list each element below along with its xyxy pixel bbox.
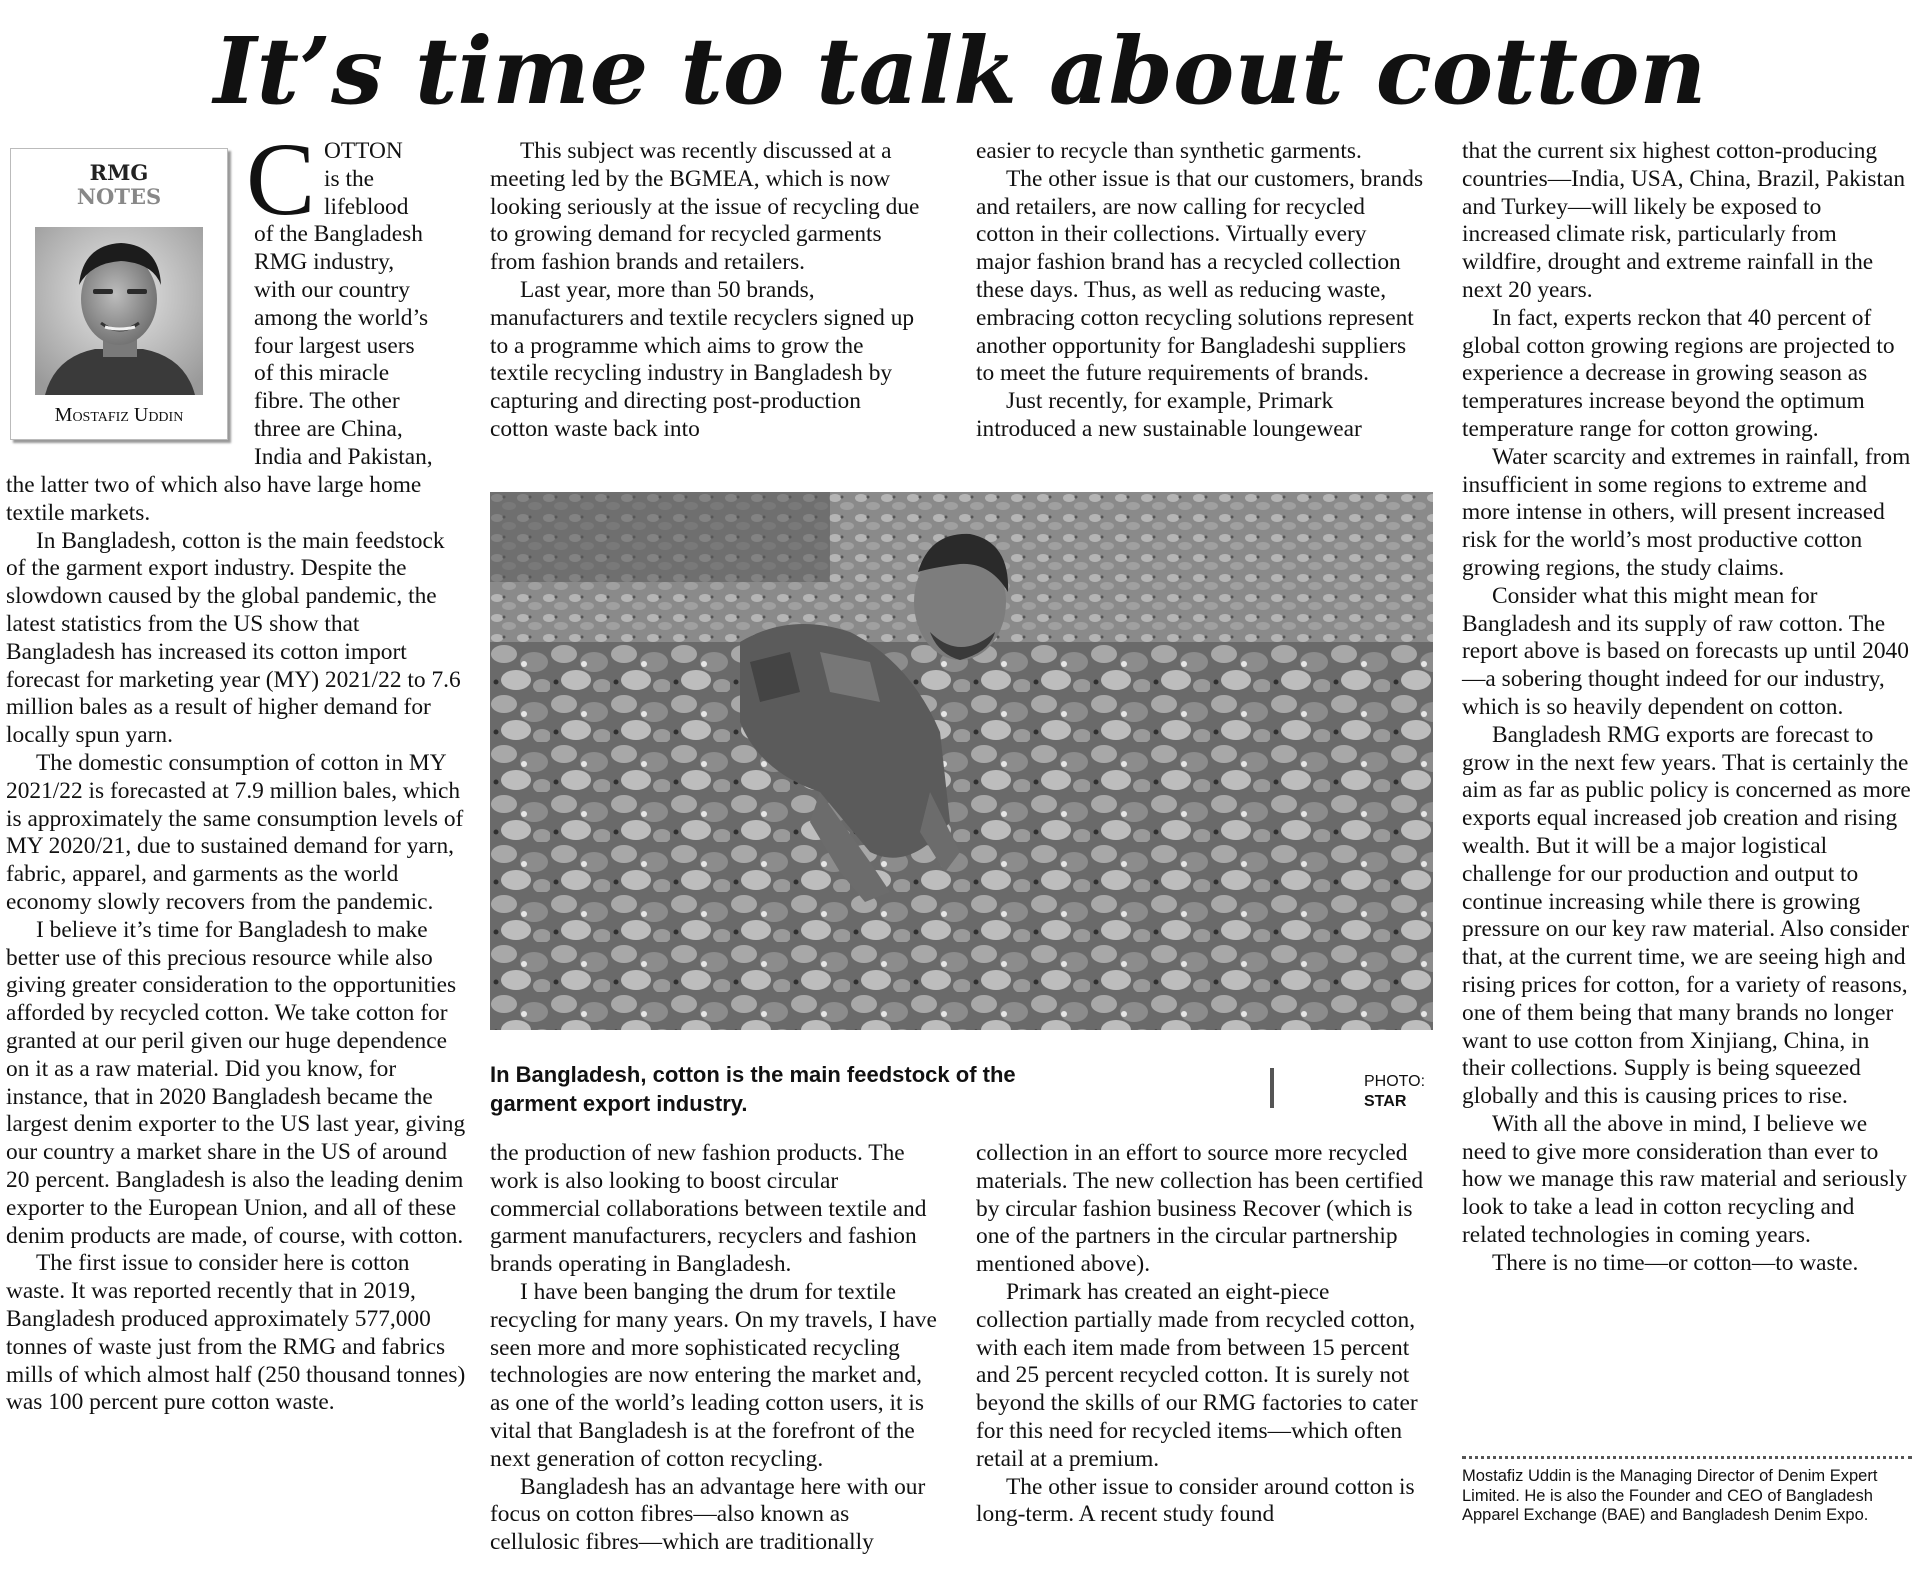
- bio-divider: [1462, 1456, 1912, 1459]
- intro-line: India and Pakistan,: [254, 443, 433, 470]
- column-3-bottom: [976, 1140, 1426, 1529]
- cotton-field-photo: [490, 492, 1433, 1030]
- paragraph: This subject was recently discussed at a meeting led by the BGMEA, which is now looking seriously at the issue of recycling due to growing demand for recycled garments from fashion brands and retailers.: [490, 138, 920, 276]
- paragraph: Consider what this might mean for Bangladesh and its supply of raw cotton. The report above is based on forecasts up until 2040—a sobering thought indeed for our industry, which is so heavily dependent on cotton.: [1462, 582, 1909, 720]
- paragraph: that the current six highest cotton-producing countries—India, USA, China, Brazil, Pakistan and Turkey—will likely be exposed to increased climate risk, particularly from wildfire, drought and extreme rainfall in the next 20 years.: [1462, 138, 1906, 303]
- photo-credit-label: PHOTO:: [1364, 1073, 1426, 1090]
- column-1-intro: [254, 138, 484, 472]
- paragraph: In fact, experts reckon that 40 percent of global cotton growing regions are projected to experience a decrease in growing season as temperatures increase beyond the optimum temperature range for cotton growing.: [1462, 304, 1895, 442]
- column-2-bottom: [490, 1140, 940, 1557]
- intro-line: four largest users: [254, 332, 415, 359]
- paragraph: The other issue to consider around cotton is long-term. A recent study found: [976, 1473, 1415, 1528]
- paragraph: With all the above in mind, I believe we need to give more consideration than ever to how we manage this raw material and seriously look to take a lead in cotton recycling and related technologies in coming years.: [1462, 1110, 1907, 1249]
- column-2-top: [490, 138, 922, 444]
- intro-line: lifeblood: [324, 193, 409, 220]
- author-portrait: [35, 227, 203, 395]
- intro-line: three are China,: [254, 415, 403, 442]
- intro-line: RMG industry,: [254, 249, 395, 276]
- paragraph: the latter two of which also have large home textile markets.: [6, 472, 422, 526]
- author-bio: Mostafiz Uddin is the Managing Director of Denim Expert Limited. He is also the Founder and CEO of Bangladesh Apparel Exchange (BAE) and Bangladesh Denim Expo.: [1462, 1467, 1878, 1524]
- intro-line: fibre. The other: [254, 388, 400, 415]
- intro-line: with our country: [254, 276, 410, 303]
- drop-cap: C: [246, 122, 316, 237]
- column-1-body: [6, 472, 468, 1417]
- paragraph: There is no time—or cotton—to waste.: [1492, 1249, 1859, 1276]
- column-4: [1462, 138, 1914, 1278]
- paragraph: In Bangladesh, cotton is the main feedstock of the garment export industry. Despite the slowdown caused by the global pandemic, the latest statistics from the US show that Bangladesh has increased its cotton import forecast for marketing year (MY) 2021/22 to 7.6 million bales as a result of higher demand for locally spun yarn.: [6, 527, 461, 749]
- paragraph: Just recently, for example, Primark introduced a new sustainable loungewear: [976, 388, 1362, 442]
- headline: It’s time to talk about cotton: [213, 17, 1707, 125]
- author-name: Mostafiz Uddin: [54, 404, 184, 426]
- paragraph: Bangladesh has an advantage here with our focus on cotton fibres—also known as cellulosic fibres—which are traditionally: [490, 1473, 926, 1556]
- paragraph: I have been banging the drum for textile recycling for many years. On my travels, I have seen more and more sophisticated recycling technologies are now entering the market and, as one of the world’s leading cotton users, it is vital that Bangladesh is at the forefront of the next generation of cotton recycling.: [490, 1278, 937, 1472]
- paragraph: The first issue to consider here is cotton waste. It was reported recently that in 2019, Bangladesh produced approximately 577,000 tonnes of waste just from the RMG and fabrics mills of which almost half (250 thousand tonnes) was 100 percent pure cotton waste.: [6, 1250, 466, 1416]
- paragraph: The domestic consumption of cotton in MY 2021/22 is forecasted at 7.9 million bales, which is approximately the same consumption levels of MY 2020/21, due to sustained demand for yarn, fabric, apparel, and garments as the world economy slowly recovers from the pandemic.: [6, 749, 464, 915]
- caption-divider: [1270, 1068, 1274, 1108]
- paragraph: Last year, more than 50 brands, manufacturers and textile recyclers signed up to a programme which aims to grow the textile recycling industry in Bangladesh by capturing and directing post-production cotton waste back into: [490, 276, 915, 442]
- paragraph: Water scarcity and extremes in rainfall, from insufficient in some regions to extreme and more intense in others, will present increased risk for the world’s most productive cotton growing regions, the study claims.: [1462, 443, 1911, 581]
- paragraph: the production of new fashion products. The work is also looking to boost circular commercial collaborations between textile and garment manufacturers, recyclers and fashion brands operating in Bangladesh.: [490, 1140, 927, 1278]
- intro-line: is the: [324, 165, 375, 192]
- column-label-notes: NOTES: [76, 184, 162, 209]
- paragraph: The other issue is that our customers, brands and retailers, are now calling for recycled cotton in their collections. Virtually every major fashion brand has a recycled collection these days. Thus, as well as reducing waste, embracing cotton recycling solutions represent another opportunity for Bangladeshi suppliers to meet the future requirements of brands.: [976, 165, 1424, 387]
- paragraph: collection in an effort to source more recycled materials. The new collection has been certified by circular fashion business Recover (which is one of the partners in the circular partnership mentioned above).: [976, 1140, 1424, 1278]
- intro-line: of the Bangladesh: [254, 221, 423, 248]
- column-3-top: [976, 138, 1426, 444]
- paragraph: Primark has created an eight-piece collection partially made from recycled cotton, with each item made from between 15 percent and 25 percent recycled cotton. It is surely not beyond the skills of our RMG factories to cater for this need for recycled items—which often retail at a premium.: [976, 1278, 1418, 1472]
- intro-line: of this miracle: [254, 360, 390, 387]
- photo-caption: In Bangladesh, cotton is the main feedstock of the garment export industry.: [490, 1062, 1016, 1116]
- column-logo-box: [10, 148, 228, 440]
- photo-credit-source: STAR: [1364, 1093, 1407, 1110]
- column-label-rmg: RMG: [89, 160, 149, 185]
- intro-line: OTTON: [324, 138, 403, 164]
- paragraph: easier to recycle than synthetic garments.: [976, 138, 1362, 164]
- paragraph: I believe it’s time for Bangladesh to make better use of this precious resource while also giving greater consideration to the opportunities afforded by recycled cotton. We take cotton for granted at our peril given our huge dependence on it as a raw material. Did you know, for instance, that in 2020 Bangladesh became the largest denim exporter to the US last year, giving our country a market share in the US of around 20 percent. Bangladesh is also the leading denim exporter to the European Union, and all of these denim products are made, of course, with cotton.: [6, 916, 466, 1249]
- intro-line: among the world’s: [254, 304, 429, 331]
- paragraph: Bangladesh RMG exports are forecast to grow in the next few years. That is certainly the aim as far as public policy is concerned as more exports equal increased job creation and rising wealth. But it will be a major logistical challenge for our production and output to continue increasing while there is growing pressure on our key raw material. Also consider that, at the current time, we are seeing high and rising prices for cotton, for a variety of reasons, one of them being that many brands no longer want to use cotton from Xinjiang, China, in their collections. Supply is being squeezed globally and this is causing prices to rise.: [1462, 721, 1911, 1110]
